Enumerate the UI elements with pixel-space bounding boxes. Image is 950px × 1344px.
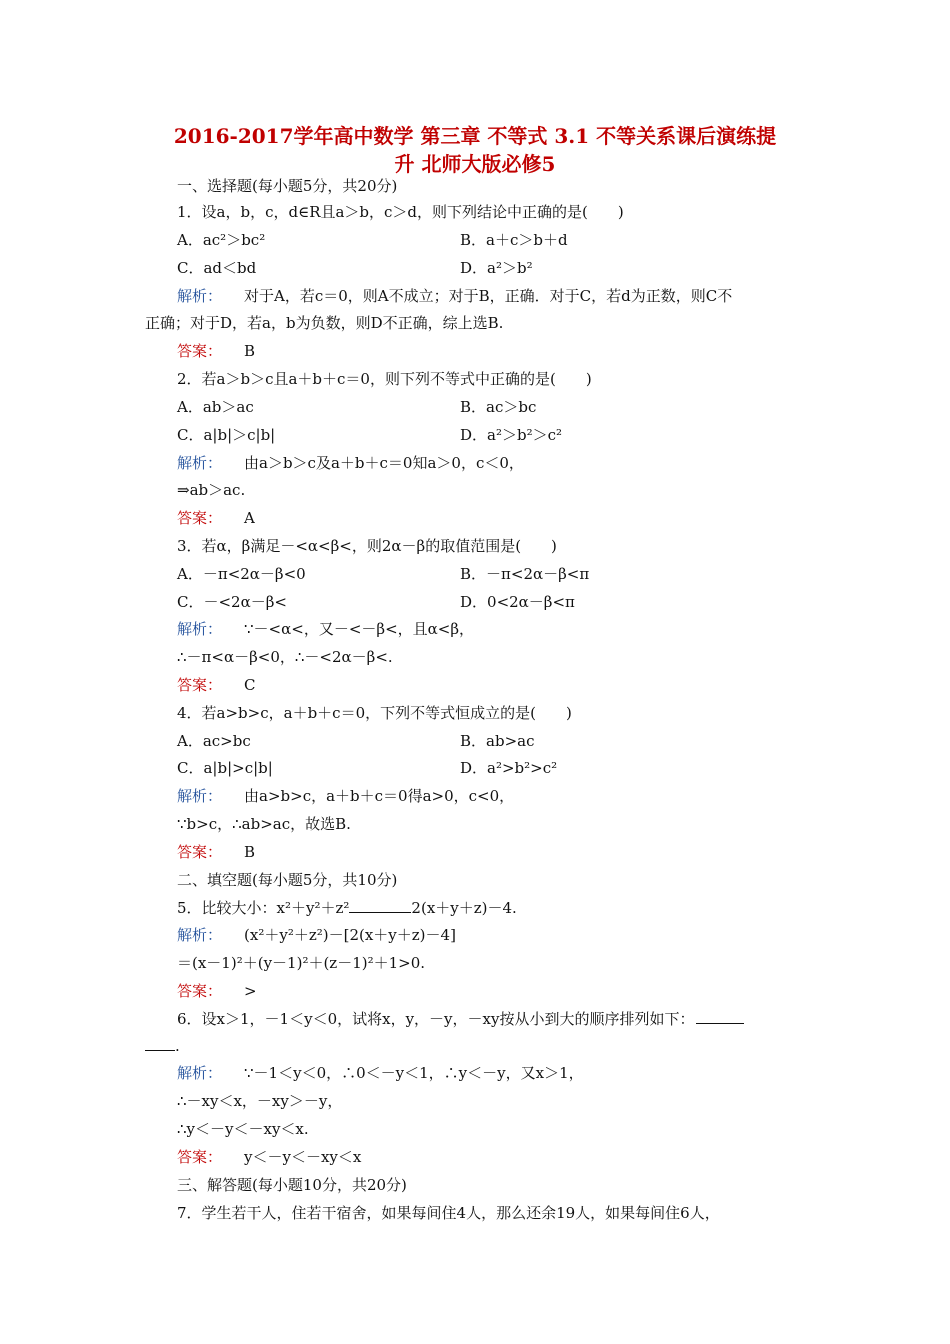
answer-label: 答案： — [177, 982, 223, 1000]
q6-analysis-line-1 — [177, 1063, 584, 1083]
q1-analysis-line-1 — [177, 286, 732, 306]
document-title-line-2: 升 北师大版必修5 — [394, 152, 556, 176]
q1-option-c: C．ad＜bd — [177, 259, 257, 277]
answer-label: 答案： — [177, 1148, 223, 1166]
q2-option-c: C．a|b|＞c|b| — [177, 426, 276, 444]
q3-option-a: A．－π<2α－β<0 — [177, 565, 306, 583]
q2-option-d: D．a²＞b²＞c² — [460, 426, 563, 444]
q5-stem — [177, 898, 517, 918]
q3-stem: 3．若α，β满足－<α<β<，则2α－β的取值范围是( ) — [177, 537, 557, 555]
q1-stem: 1．设a，b，c，d∈R且a＞b，c＞d，则下列结论中正确的是( ) — [177, 203, 624, 221]
q3-option-c: C．－<2α－β< — [177, 593, 287, 611]
q2-option-b: B．ac＞bc — [460, 398, 537, 416]
q2-analysis-line-1 — [177, 453, 524, 473]
q5-answer: > — [244, 982, 257, 1000]
q6-analysis-line-2: ∴－xy＜x，－xy＞－y， — [177, 1092, 343, 1110]
q2-answer: A — [244, 509, 255, 527]
q4-analysis-line-2: ∵b>c，∴ab>ac，故选B. — [177, 815, 351, 833]
q3-answer: C — [244, 676, 256, 694]
q1-analysis-text-1: 对于A，若c＝0，则A不成立；对于B，正确．对于C，若d为正数，则C不 — [244, 287, 733, 305]
section-heading-choice: 一、选择题(每小题5分，共20分) — [177, 177, 398, 195]
q6-answer-blank-start — [696, 1009, 744, 1024]
q3-analysis-text-1: ∵－<α<，又－<－β<，且α<β， — [244, 620, 475, 638]
q5-stem-left: 5．比较大小：x²＋y²＋z² — [177, 899, 350, 917]
q2-analysis-line-2: ⇒ab＞ac. — [177, 481, 246, 499]
answer-label: 答案： — [177, 843, 223, 861]
q4-option-a: A．ac>bc — [177, 732, 251, 750]
q5-answer-blank — [349, 898, 411, 913]
q1-answer: B — [244, 342, 256, 360]
q4-option-c: C．a|b|>c|b| — [177, 759, 273, 777]
q6-answer-line — [177, 1147, 361, 1167]
q6-stem — [177, 1009, 744, 1029]
q2-answer-line — [177, 508, 255, 528]
q3-option-d: D．0<2α－β<π — [460, 593, 575, 611]
q3-analysis-line-2: ∴－π<α－β<0，∴－<2α－β<. — [177, 648, 393, 666]
q1-option-b: B．a＋c＞b＋d — [460, 231, 568, 249]
q6-stem-period: . — [175, 1037, 180, 1055]
analysis-label: 解析： — [177, 787, 223, 805]
q4-answer-line — [177, 842, 255, 862]
q4-analysis-line-1 — [177, 786, 514, 806]
q5-analysis-text-1: (x²＋y²＋z²)－[2(x＋y＋z)－4] — [244, 926, 456, 944]
q6-stem-text: 6．设x＞1，－1＜y＜0，试将x，y，－y，－xy按从小到大的顺序排列如下： — [177, 1010, 695, 1028]
q4-analysis-text-1: 由a>b>c，a＋b＋c＝0得a>0，c<0， — [244, 787, 515, 805]
analysis-label: 解析： — [177, 287, 223, 305]
q4-answer: B — [244, 843, 256, 861]
q2-stem: 2．若a＞b＞c且a＋b＋c＝0，则下列不等式中正确的是( ) — [177, 370, 592, 388]
q3-option-b: B．－π<2α－β<π — [460, 565, 590, 583]
q1-option-a: A．ac²＞bc² — [177, 231, 266, 249]
q2-analysis-text-1: 由a＞b＞c及a＋b＋c＝0知a＞0，c＜0， — [244, 454, 524, 472]
analysis-label: 解析： — [177, 926, 223, 944]
q5-answer-line — [177, 981, 257, 1001]
q1-option-d: D．a²＞b² — [460, 259, 533, 277]
q5-stem-right: 2(x＋y＋z)－4. — [411, 899, 517, 917]
q7-stem: 7．学生若干人，住若干宿舍，如果每间住4人，那么还余19人，如果每间住6人， — [177, 1204, 720, 1222]
q4-stem: 4．若a>b>c，a＋b＋c＝0，下列不等式恒成立的是( ) — [177, 704, 572, 722]
section-heading-fill: 二、填空题(每小题5分，共10分) — [177, 871, 398, 889]
q6-answer-blank-end — [145, 1036, 175, 1051]
analysis-label: 解析： — [177, 620, 223, 638]
q4-option-d: D．a²>b²>c² — [460, 759, 558, 777]
section-heading-solution: 三、解答题(每小题10分，共20分) — [177, 1176, 407, 1194]
analysis-label: 解析： — [177, 1064, 223, 1082]
q6-analysis-line-3: ∴y＜－y＜－xy＜x. — [177, 1120, 309, 1138]
q6-answer: y＜－y＜－xy＜x — [244, 1148, 362, 1166]
q1-analysis-line-2: 正确；对于D，若a，b为负数，则D不正确，综上选B. — [145, 314, 504, 332]
q6-analysis-text-1: ∵－1＜y＜0，∴0＜－y＜1，∴y＜－y，又x＞1， — [244, 1064, 584, 1082]
answer-label: 答案： — [177, 509, 223, 527]
answer-label: 答案： — [177, 342, 223, 360]
q5-analysis-line-2: ＝(x－1)²＋(y－1)²＋(z－1)²＋1>0. — [177, 954, 426, 972]
analysis-label: 解析： — [177, 454, 223, 472]
q3-analysis-line-1 — [177, 619, 474, 639]
q2-option-a: A．ab＞ac — [177, 398, 254, 416]
q5-analysis-line-1 — [177, 925, 456, 945]
q6-stem-continued — [145, 1036, 180, 1056]
q3-answer-line — [177, 675, 256, 695]
answer-label: 答案： — [177, 676, 223, 694]
q1-answer-line — [177, 341, 255, 361]
q4-option-b: B．ab>ac — [460, 732, 535, 750]
document-title-line-1: 2016-2017学年高中数学 第三章 不等式 3.1 不等关系课后演练提 — [173, 124, 777, 148]
